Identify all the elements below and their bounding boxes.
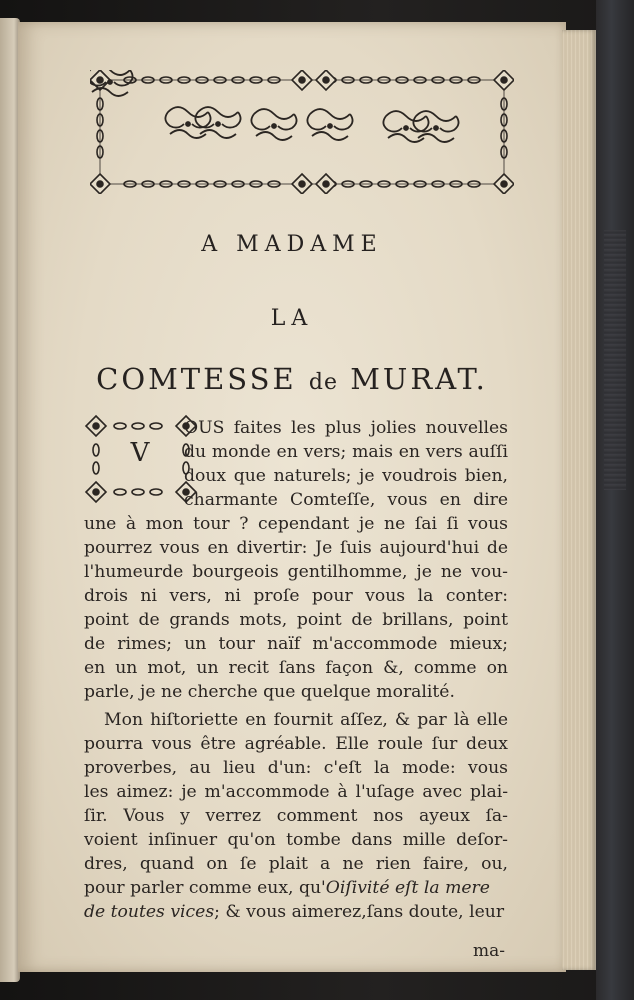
text-line: proverbes, au lieu d'un: c'eſt la mode: vous (84, 758, 508, 778)
text-line (84, 878, 508, 898)
text-line: de rimes; un tour naïf m'accommode mieux; (84, 634, 508, 654)
text-line: dres, quand on ſe plait a ne rien faire, ou, (84, 854, 508, 874)
heading-la: LA (270, 306, 314, 331)
text-line: en un mot, un recit ſans façon &, comme on (84, 658, 508, 678)
heading-comtesse: COMTESSE (96, 362, 309, 396)
text-line-start: pour parler comme eux, qu' (84, 878, 326, 898)
text-line: l'humeurde bourgeois gentilhomme, je ne vou- (84, 562, 508, 582)
heading-comtesse-de-murat (18, 362, 566, 396)
text-line: ſir. Vous y verrez comment nos ayeux ſa- (84, 806, 508, 826)
drop-cap-letter: V (130, 438, 152, 468)
book-cover-edge (596, 0, 634, 1000)
catchword: ma- (473, 941, 505, 961)
text-line: OUS faites les plus jolies nouvelles (184, 418, 508, 438)
text-line: les aimez: je m'accommode à l'uſage avec plai- (84, 782, 508, 802)
ornamental-border-icon (90, 70, 514, 194)
text-line: une à mon tour ? cependant je ne ſai ſi vous (84, 514, 508, 534)
left-page-edge (0, 18, 20, 982)
heading-murat: MURAT. (338, 362, 488, 396)
heading-de: de (308, 370, 339, 395)
text-line: drois ni vers, ni proſe pour vous la conter: (84, 586, 508, 606)
italic-proverb-end: de toutes vices (84, 902, 215, 922)
drop-cap-frame (84, 414, 198, 504)
text-line-end: ; & vous aimerez,ſans doute, leur (214, 902, 505, 922)
text-line: parle, je ne cherche que quelque moralité. (84, 682, 455, 702)
text-line: charmante Comteſſe, vous en dire (184, 490, 508, 510)
heading-a-madame: A MADAME (201, 232, 383, 257)
text-line: Mon hiſtoriette en fournit aſſez, & par là elle (104, 710, 508, 730)
text-line: pourrez vous en divertir: Je ſuis aujourd'hui de (84, 538, 508, 558)
page (18, 22, 566, 972)
text-line: voient inſinuer qu'on tombe dans mille deſor- (84, 830, 508, 850)
text-line: pourra vous être agréable. Elle roule ſur deux (84, 734, 508, 754)
text-line: du monde en vers; mais en vers auſſi (184, 442, 508, 462)
text-line (84, 902, 508, 922)
text-line: point de grands mots, point de brillans, point (84, 610, 508, 630)
italic-proverb: Oiſivité eſt la mere (325, 878, 490, 898)
text-line: doux que naturels; je voudrois bien, (184, 466, 508, 486)
page-stack-edge (562, 30, 596, 970)
